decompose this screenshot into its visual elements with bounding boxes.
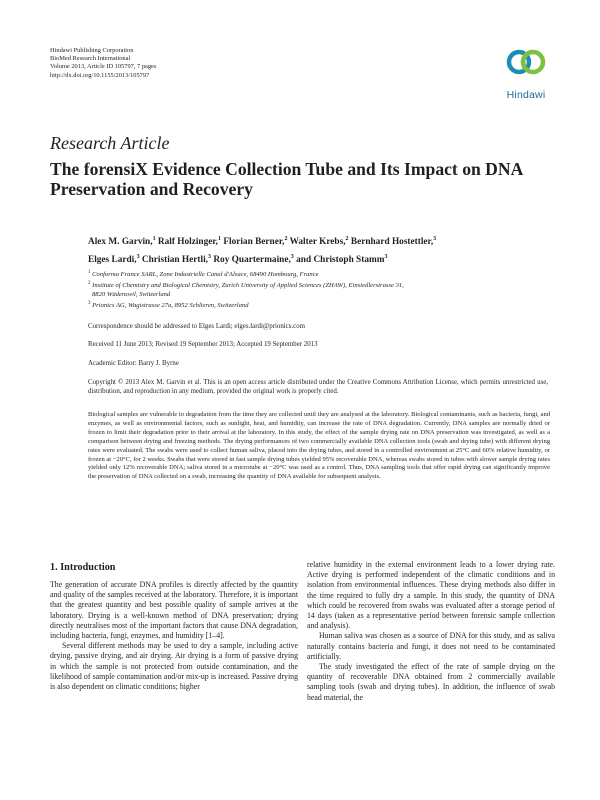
article-type: Research Article (50, 133, 170, 153)
correspondence: Correspondence should be addressed to Elges Lardi; elges.lardi@prionics.com (88, 323, 306, 330)
author: Florian Berner, (223, 237, 285, 248)
author-list: Alex M. Garvin,$^1$ Ralf Holzinger,$^1$ Florian Berner,$^2$ Walter Krebs,$^2$ Bernhard Hostettler,$^3$ Elges Lardi,$^3$ Christian Hertli,$^3$ Roy Quartermaine,$^3$ and Christoph Stamm$^3$ (88, 236, 437, 266)
author: Bernhard Hostettler, (350, 237, 434, 248)
journal-name: BioMed Research International (50, 55, 131, 63)
academic-editor: Academic Editor: Barry J. Byrne (88, 360, 179, 367)
author: Roy Quartermaine, (213, 255, 291, 266)
author: Walter Krebs, (289, 237, 346, 248)
received-dates: Received 11 June 2013; Revised 19 September 2013; Accepted 19 September 2013 (88, 341, 318, 348)
publisher: Hindawi Publishing Corporation (50, 47, 134, 54)
doi-link[interactable]: http://dx.doi.org/10.1155/2013/105797 (50, 71, 150, 79)
abstract: Biological samples are vulnerable to degradation from the time they are collected until they are analysed at the laboratory. Biological contaminants, such as bacteria, fungi, and enzymes, as well as environmental factors, such as sunlight, heat, and humidity, can increase the rate of DNA degradation. Currently, DNA samples are normally dried or frozen to limit their degradation prior to their arrival at the laboratory. In this study, the effect of the sample drying rate on DNA preservation was investigated, as well as a comparison between drying and freezing methods. The drying performances of two commercially available DNA collection tools (swab and drying tube) with different drying rates were evaluated. The swabs were used to collect human saliva, placed into the drying tubes, and stored in a controlled environment at 25°C and 60% relative humidity, or frozen at −20°C, for 2 weeks. Swabs that were stored in fast sample drying tubes yielded 95% recoverable DNA, whereas swabs stored in tubes with slower sample drying rates yielded only 12% recoverable DNA; saliva stored in a microtube at −20°C was used as a control. Thus, DNA sampling tools that offer rapid drying can significantly improve the preservation of DNA collected on a swab, increasing the quantity of DNA available for subsequent analysis. (88, 411, 550, 481)
journal-header (50, 47, 350, 80)
logo-wordmark: Hindawi (506, 89, 546, 101)
copyright-notice: Copyright © 2013 Alex M. Garvin et al. This is an open access article distributed under the Creative Commons Attribution License, which permits unrestricted use, distribution, and reproduction in any medium, provided the original work is properly cited. (88, 379, 548, 395)
volume-info: Volume 2013, Article ID 105797, 7 pages (50, 63, 157, 71)
paragraph: Several different methods may be used to dry a sample, including active drying, passive drying, and air drying. Air drying is a form of passive drying in which the sample is not protected from outside contamination, and the likelihood of sample contamination and/or mix-up is increased. Passive drying is also dependent on climatic conditions; higher (50, 641, 298, 692)
paragraph: The study investigated the effect of the rate of sample drying on the quantity of recoverable DNA obtained from 2 commercially available sampling tools (swab and drying tubes). In addition, the influence of swab head material, the (307, 662, 555, 702)
affiliation-3: $^3$ Prionics AG, Wagistrasse 27a, 8952 Schlieren, Switzerland (88, 301, 249, 310)
author: Elges Lardi, (88, 255, 137, 266)
hindawi-logo (498, 42, 554, 104)
paragraph: relative humidity in the external environment leads to a lower drying rate. Active drying is performed independent of the climatic conditions and in isolation from environmental influences. These drying methods also differ in the time required to fully dry a sample. In this study, the quantity of DNA which could be recovered from swabs was evaluated after a storage period of 14 days (taken as a representative period between forensic sample collection and analysis). (307, 560, 555, 631)
author: Christian Hertli, (141, 255, 208, 266)
author: Alex M. Garvin, (88, 237, 153, 248)
affiliations (88, 268, 548, 311)
affiliation-2-cont: 8820 Wädenswil, Switzerland (92, 291, 171, 299)
section-heading: 1. Introduction (50, 562, 116, 573)
right-column (307, 560, 555, 703)
author: Ralf Holzinger, (157, 237, 218, 248)
paragraph: The generation of accurate DNA profiles is directly affected by the quantity and quality of the samples received at the laboratory. Therefore, it is important that the greatest quantity and best possible quality of sample arrives at the laboratory. Drying is a well-known method of DNA preservation; drying directly neutralises most of the important factors that cause DNA degradation, including bacteria, fungi, enzymes, and humidity [1–4]. (50, 580, 298, 641)
left-column (50, 580, 298, 692)
author: and Christoph Stamm (296, 255, 385, 266)
affiliation-1: $^1$ Conformа France SARL, Zone Industrielle Canal d'Alsace, 68490 Hombourg, France (88, 270, 319, 279)
paper-title: The forensiX Evidence Collection Tube and Its Impact on DNA Preservation and Recovery (50, 159, 523, 199)
affiliation-2: $^2$ Institute of Chemistry and Biological Chemistry, Zurich University of Applied Sciences (ZHAW), Einsiedlerstrasse 31, (88, 281, 404, 290)
hindawi-logo-icon (498, 42, 554, 88)
paragraph: Human saliva was chosen as a source of DNA for this study, and as saliva naturally contains bacteria and fungi, it does not need to be contaminated artificially. (307, 631, 555, 661)
